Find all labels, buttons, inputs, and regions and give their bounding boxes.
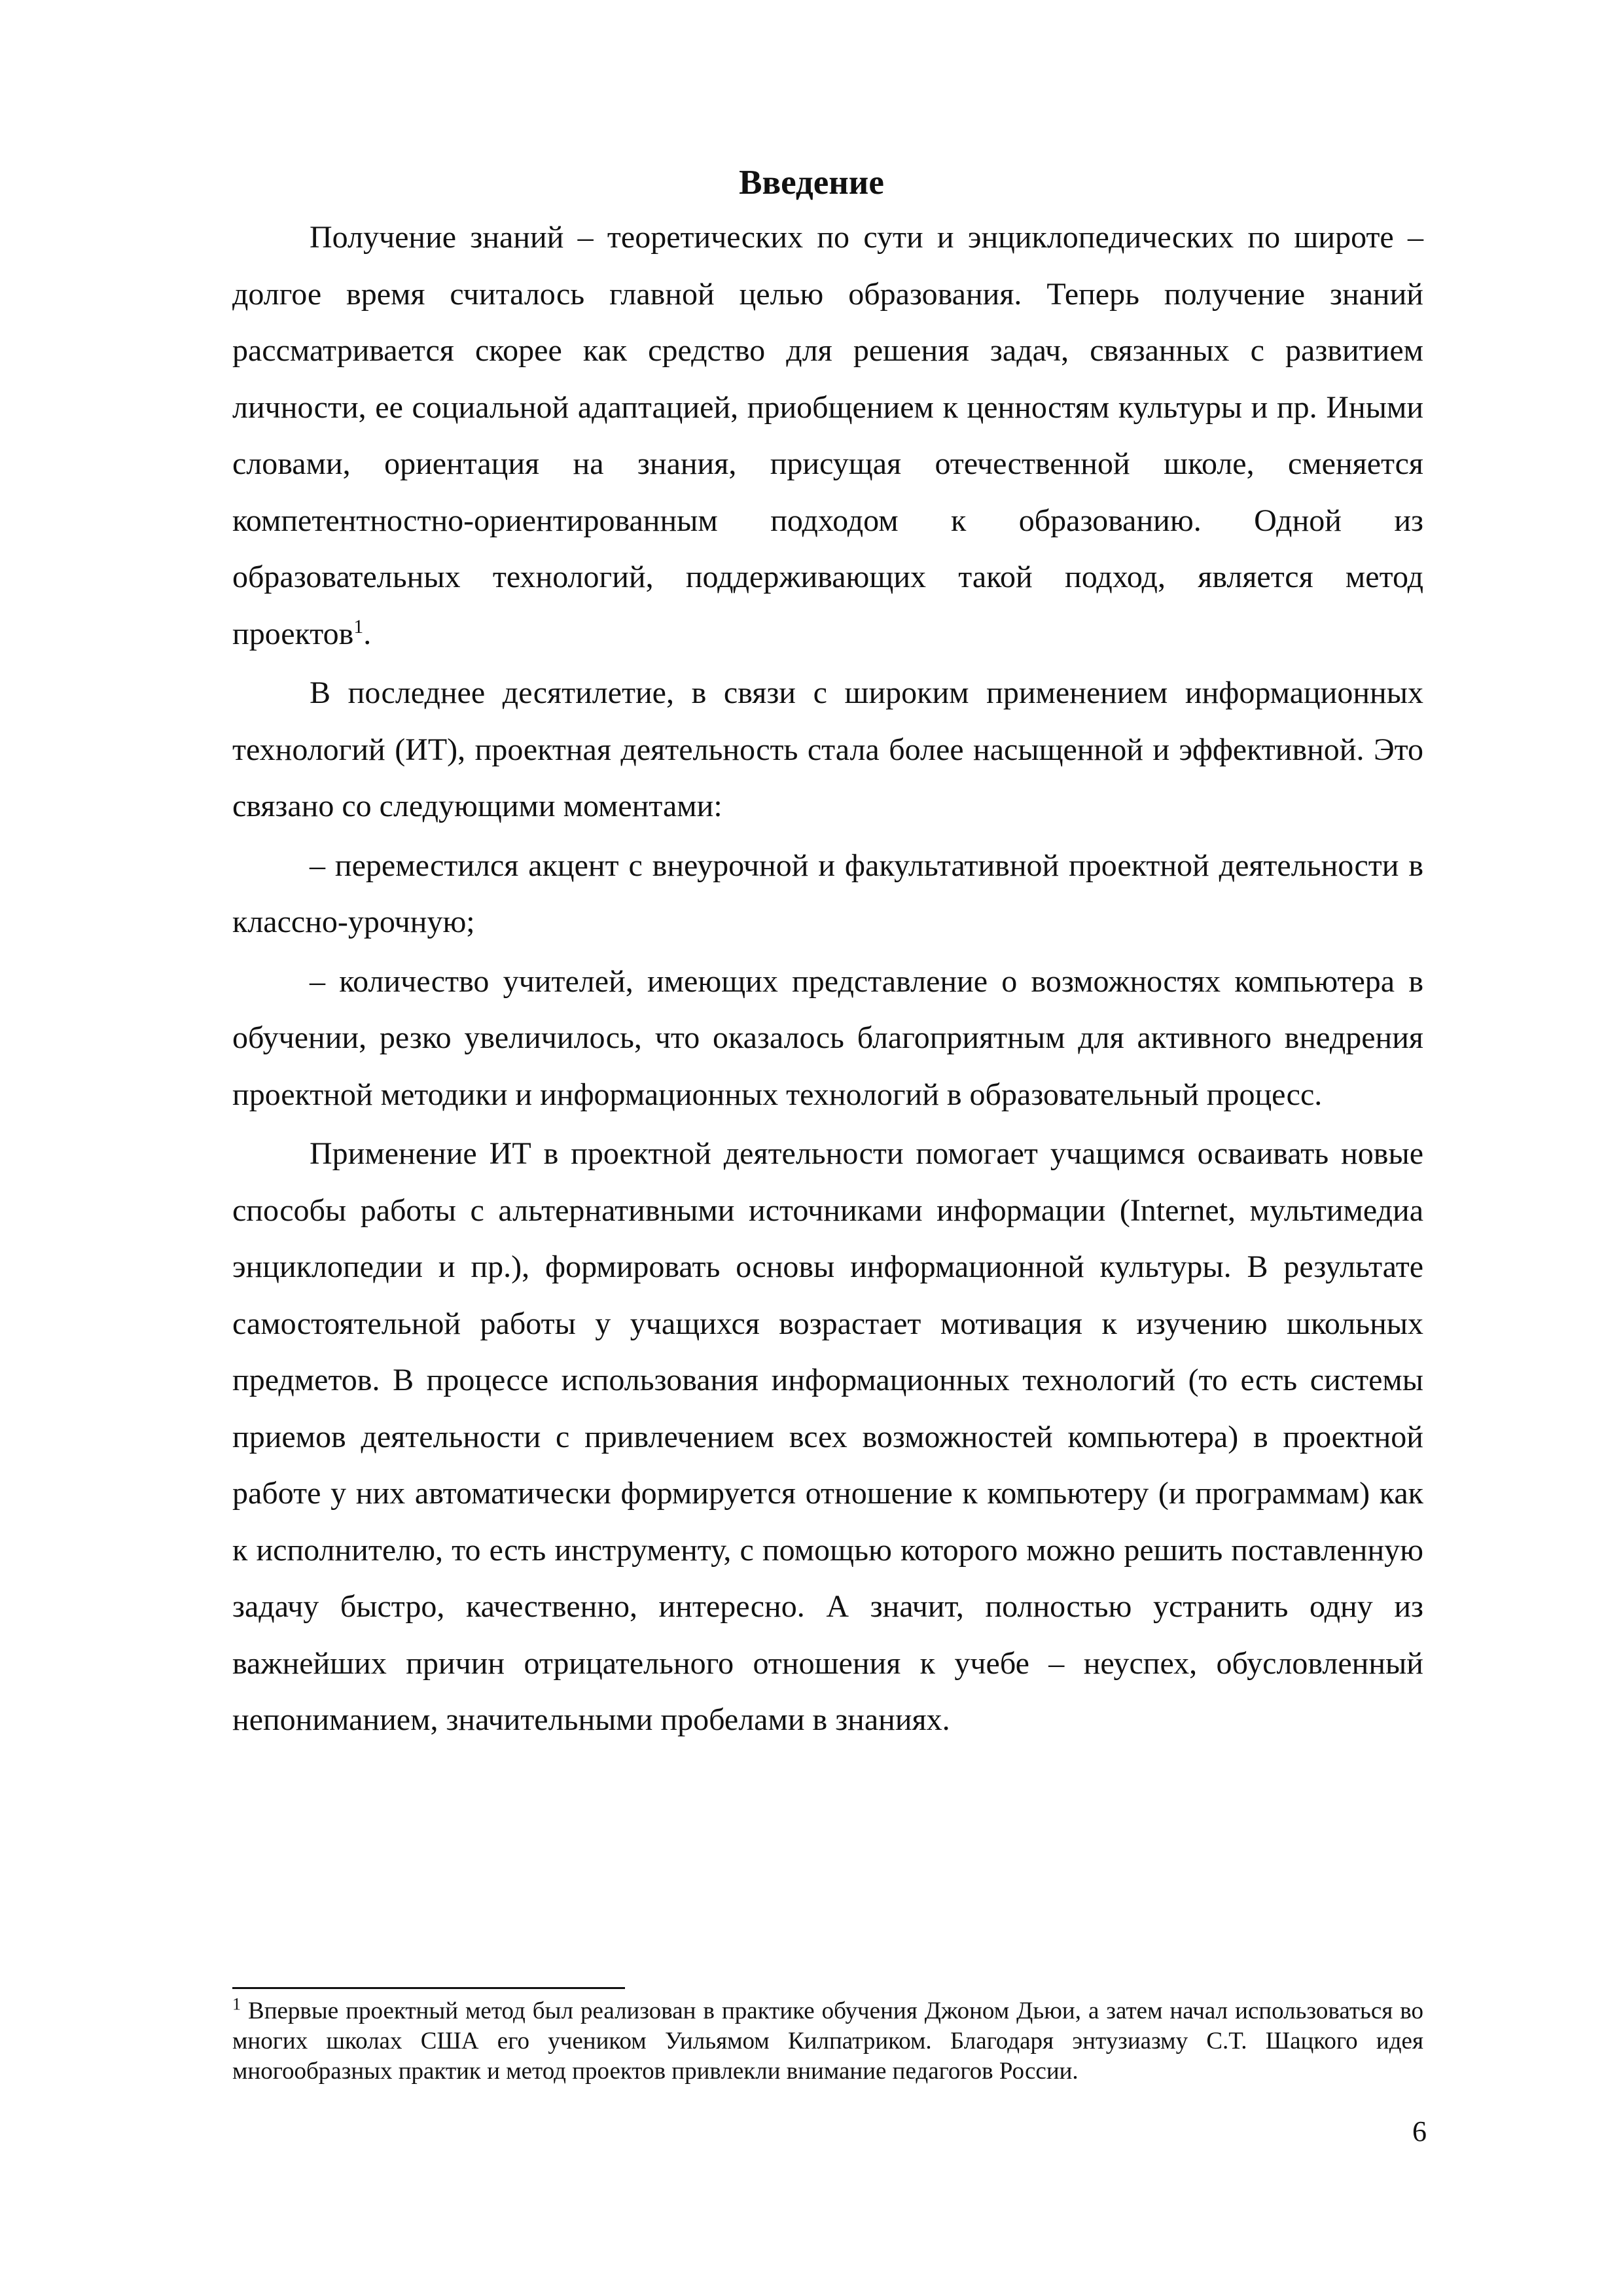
paragraph-1-text: Получение знаний – теоретических по сути и энциклопедических по широте – долгое время считалось главной целью образования. Теперь получение знаний рассматривается скорее как средство для решения задач, связанных с развитием личности, ее социальной адаптацией, приобщением к ценностям культуры и пр. Иными словами, ориентация на знания, присущая отечественной школе, сменяется компетентностно-ориентированным подходом к образованию. Одной из образовательных технологий, поддерживающих такой подход, является метод проектов: [232, 220, 1423, 651]
page-number: 6: [1412, 2115, 1427, 2147]
footnote: [232, 1996, 1423, 2087]
paragraph-1: [232, 209, 1423, 662]
page-title: Введение: [739, 164, 884, 202]
body-text: [232, 209, 1423, 1749]
footnote-reference[interactable]: 1: [353, 615, 364, 637]
paragraph-2: В последнее десятилетие, в связи с широким применением информационных технологий (ИТ), проектная деятельность стала более насыщенной и эффективной. Это связано со следующими моментами:: [232, 675, 1423, 823]
paragraph-5: Применение ИТ в проектной деятельности помогает учащимся осваивать новые способы работы с альтернативными источниками информации (Internet, мультимедиа энциклопедии и пр.), формировать основы информационной культуры. В результате самостоятельной работы у учащихся возрастает мотивация к изучению школьных предметов. В процессе использования информационных технологий (то есть системы приемов деятельности с привлечением всех возможностей компьютера) в проектной работе у них автоматически формируется отношение к компьютеру (и программам) как к исполнителю, то есть инструменту, с помощью которого можно решить поставленную задачу быстро, качественно, интересно. А значит, полностью устранить одну из важнейших причин отрицательного отношения к учебе – неуспех, обусловленный непониманием, значительными пробелами в знаниях.: [232, 1136, 1423, 1737]
paragraph-4-list-item: – количество учителей, имеющих представление о возможностях компьютера в обучении, резко увеличилось, что оказалось благоприятным для активного внедрения проектной методики и информационных технологий в образовательный процесс.: [232, 963, 1423, 1112]
footnote-divider: [232, 1987, 625, 1989]
paragraph-3-list-item: – переместился акцент с внеурочной и факультативной проектной деятельности в классно-урочную;: [232, 848, 1423, 939]
paragraph-1-tail: .: [363, 616, 372, 651]
footnote-marker: 1: [232, 1994, 241, 2014]
footnote-text: Впервые проектный метод был реализован в практике обучения Джоном Дьюи, а затем начал использоваться во многих школах США его учеником Уильямом Килпатриком. Благодаря энтузиазму С.Т. Шацкого идея многообразных практик и метод проектов привлекли внимание педагогов России.: [232, 1998, 1424, 2085]
